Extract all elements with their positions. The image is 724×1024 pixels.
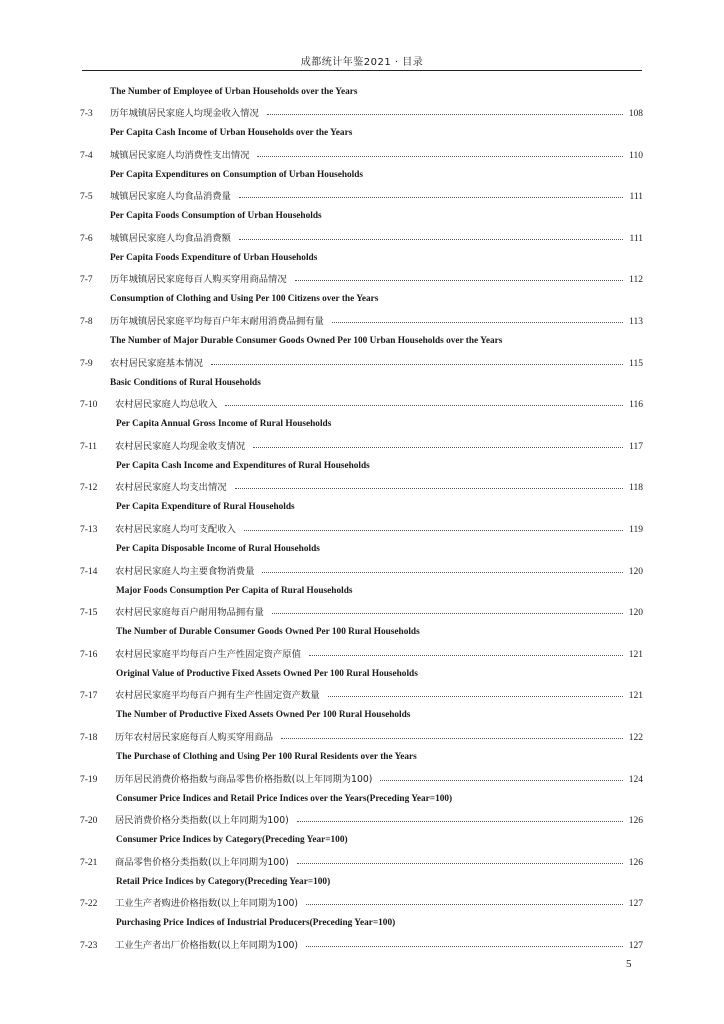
toc-entry-page: 127 bbox=[628, 899, 643, 910]
toc-entry[interactable] bbox=[80, 480, 643, 493]
dot-leader bbox=[281, 729, 623, 739]
toc-entry-number: 7-5 bbox=[80, 192, 93, 203]
dot-leader bbox=[239, 188, 624, 198]
toc-entry[interactable] bbox=[80, 272, 643, 285]
toc-entry-number: 7-19 bbox=[80, 774, 98, 785]
toc-entry-english-title: Major Foods Consumption Per Capita of Rural Households bbox=[116, 585, 353, 596]
toc-entry-page: 111 bbox=[629, 192, 643, 203]
toc-entry-page: 108 bbox=[628, 109, 643, 119]
toc-entry-number: 7-11 bbox=[80, 441, 98, 452]
toc-entry-number: 7-14 bbox=[80, 566, 98, 577]
toc-entry-page: 126 bbox=[628, 857, 643, 868]
toc-entry[interactable] bbox=[80, 314, 643, 327]
toc-entry-number: 7-20 bbox=[80, 816, 98, 827]
toc-entry[interactable] bbox=[80, 106, 643, 119]
dot-leader bbox=[267, 105, 623, 115]
toc-entry[interactable] bbox=[80, 772, 643, 785]
dot-leader bbox=[297, 854, 623, 864]
toc-entry-chinese-title: 农村居民家庭平均每百户生产性固定资产原值 bbox=[115, 648, 301, 660]
toc-entry-page: 121 bbox=[628, 649, 643, 660]
toc-entry[interactable] bbox=[80, 647, 643, 660]
toc-entry-english-title: The Number of Major Durable Consumer Goods Owned Per 100 Urban Households over the Years bbox=[110, 336, 503, 346]
toc-entry-number: 7-3 bbox=[80, 109, 93, 119]
toc-entry-number: 7-23 bbox=[80, 941, 98, 951]
toc-entry[interactable] bbox=[80, 896, 643, 909]
toc-entry-page: 120 bbox=[628, 608, 643, 619]
toc-entry-number: 7-9 bbox=[80, 358, 93, 369]
dot-leader bbox=[380, 771, 622, 781]
toc-entry-chinese-title: 历年城镇居民家庭人均现金收入情况 bbox=[110, 108, 259, 119]
toc-entry-english-title: Per Capita Cash Income of Urban Households over the Years bbox=[110, 128, 353, 138]
toc-entry-chinese-title: 历年城镇居民家庭平均每百户年末耐用消费品拥有量 bbox=[110, 316, 324, 327]
dot-leader bbox=[225, 396, 623, 406]
toc-entry-chinese-title: 农村居民家庭基本情况 bbox=[110, 357, 203, 369]
toc-entry-number: 7-18 bbox=[80, 733, 98, 743]
toc-entry-number: 7-4 bbox=[80, 150, 93, 161]
toc-entry-english-title: Per Capita Foods Expenditure of Urban Households bbox=[110, 252, 318, 263]
toc-entry-english-title: Per Capita Foods Consumption of Urban Households bbox=[110, 211, 322, 222]
toc-entry-chinese-title: 历年农村居民家庭每百人购买穿用商品 bbox=[115, 732, 274, 743]
dot-leader bbox=[239, 230, 624, 240]
toc-entry-page: 110 bbox=[629, 150, 643, 161]
toc-entry[interactable] bbox=[80, 148, 643, 161]
toc-entry-chinese-title: 农村居民家庭人均可支配收入 bbox=[115, 524, 236, 535]
toc-entry[interactable] bbox=[80, 356, 643, 369]
toc-entry-page: 115 bbox=[629, 358, 643, 369]
dot-leader bbox=[272, 604, 623, 614]
toc-entry-chinese-title: 农村居民家庭每百户耐用物品拥有量 bbox=[115, 607, 264, 619]
dot-leader bbox=[306, 937, 623, 947]
toc-entry-number: 7-15 bbox=[80, 608, 98, 619]
toc-entry-english-title: Consumer Price Indices by Category(Preceding Year=100) bbox=[116, 835, 348, 846]
dot-leader bbox=[211, 355, 623, 365]
dot-leader bbox=[262, 563, 622, 573]
toc-entry-chinese-title: 农村居民家庭人均主要食物消费量 bbox=[115, 565, 255, 577]
toc-entry-page: 126 bbox=[628, 816, 643, 827]
toc-entry-english-title: Per Capita Cash Income and Expenditures of Rural Households bbox=[116, 460, 370, 471]
toc-english-title: The Number of Employee of Urban Households over the Years bbox=[110, 87, 358, 97]
page-number: 5 bbox=[626, 958, 632, 970]
dot-leader bbox=[295, 271, 623, 281]
toc-entry-english-title: Per Capita Disposable Income of Rural Households bbox=[116, 544, 320, 554]
toc-entry-chinese-title: 居民消费价格分类指数(以上年同期为100) bbox=[115, 815, 289, 827]
header-rule bbox=[82, 70, 642, 71]
dot-leader bbox=[244, 521, 623, 531]
dot-leader bbox=[297, 812, 623, 822]
toc-entry-page: 127 bbox=[628, 941, 643, 951]
toc-entry[interactable] bbox=[80, 564, 643, 577]
toc-entry[interactable] bbox=[80, 855, 643, 868]
toc-entry-page: 112 bbox=[629, 275, 643, 286]
toc-entry-page: 117 bbox=[629, 441, 643, 452]
toc-entry-english-title: The Number of Durable Consumer Goods Owned Per 100 Rural Households bbox=[116, 627, 420, 638]
dot-leader bbox=[253, 438, 623, 448]
toc-entry-page: 119 bbox=[629, 525, 643, 535]
toc-entry-page: 122 bbox=[628, 733, 643, 743]
toc-entry-english-title: Basic Conditions of Rural Households bbox=[110, 377, 261, 388]
toc-entry[interactable] bbox=[80, 938, 643, 951]
toc-entry-number: 7-13 bbox=[80, 525, 98, 535]
toc-entry[interactable] bbox=[80, 231, 643, 244]
toc-entry-chinese-title: 工业生产者购进价格指数(以上年同期为100) bbox=[115, 898, 299, 910]
dot-leader bbox=[332, 313, 623, 323]
toc-entry-number: 7-6 bbox=[80, 233, 93, 244]
dot-leader bbox=[235, 479, 624, 489]
toc-entry-chinese-title: 历年城镇居民家庭每百人购买穿用商品情况 bbox=[110, 274, 287, 286]
toc-entry-number: 7-10 bbox=[80, 400, 98, 411]
toc-entry-chinese-title: 农村居民家庭人均总收入 bbox=[115, 399, 218, 411]
toc-entry-chinese-title: 农村居民家庭人均支出情况 bbox=[115, 482, 227, 494]
toc-entry-number: 7-8 bbox=[80, 317, 93, 327]
toc-entry-number: 7-17 bbox=[80, 691, 98, 702]
toc-entry-page: 116 bbox=[629, 400, 643, 411]
dot-leader bbox=[306, 895, 623, 905]
dot-leader bbox=[309, 646, 623, 656]
toc-entry-english-title: Per Capita Expenditure of Rural Households bbox=[116, 502, 295, 513]
toc-entry-chinese-title: 农村居民家庭人均现金收支情况 bbox=[115, 440, 246, 452]
toc-entry-english-title: The Number of Productive Fixed Assets Owned Per 100 Rural Households bbox=[116, 710, 411, 721]
dot-leader bbox=[328, 687, 623, 697]
toc-entry-chinese-title: 城镇居民家庭人均消费性支出情况 bbox=[110, 149, 250, 161]
toc-entry-english-title: Consumption of Clothing and Using Per 100 Citizens over the Years bbox=[110, 294, 379, 305]
toc-entry-chinese-title: 工业生产者出厂价格指数(以上年同期为100) bbox=[115, 940, 299, 951]
toc-entry-chinese-title: 城镇居民家庭人均食品消费额 bbox=[110, 232, 231, 244]
toc-entry[interactable] bbox=[80, 397, 643, 410]
toc-entry-page: 113 bbox=[629, 317, 643, 327]
toc-entry-english-title: Per Capita Annual Gross Income of Rural Households bbox=[116, 419, 332, 430]
toc-entry-english-title: Purchasing Price Indices of Industrial Producers(Preceding Year=100) bbox=[116, 918, 396, 929]
toc-entry-page: 118 bbox=[629, 483, 643, 494]
toc-entry-page: 121 bbox=[628, 691, 643, 702]
toc-entry-page: 120 bbox=[628, 566, 643, 577]
page-header: 成都统计年鉴2021 · 目录 bbox=[300, 57, 424, 68]
toc-entry[interactable] bbox=[80, 730, 643, 743]
toc-entry-chinese-title: 城镇居民家庭人均食品消费量 bbox=[110, 191, 231, 203]
toc-entry-chinese-title: 商品零售价格分类指数(以上年同期为100) bbox=[115, 856, 289, 868]
toc-entry-english-title: Consumer Price Indices and Retail Price Indices over the Years(Preceding Year=100) bbox=[116, 793, 453, 804]
toc-entry-number: 7-21 bbox=[80, 857, 98, 868]
toc-entry[interactable] bbox=[80, 439, 643, 452]
dot-leader bbox=[257, 147, 623, 157]
toc-entry[interactable] bbox=[80, 605, 643, 618]
toc-entry[interactable] bbox=[80, 688, 643, 701]
toc-entry-english-title: Per Capita Expenditures on Consumption of Urban Households bbox=[110, 169, 364, 180]
toc-entry-english-title: Retail Price Indices by Category(Preceding Year=100) bbox=[116, 876, 331, 887]
toc-entry-english-title: The Purchase of Clothing and Using Per 100 Rural Residents over the Years bbox=[116, 752, 417, 762]
toc-entry-chinese-title: 农村居民家庭平均每百户拥有生产性固定资产数量 bbox=[115, 690, 320, 702]
toc-entry-number: 7-16 bbox=[80, 649, 98, 660]
toc-entry-english-title: Original Value of Productive Fixed Assets Owned Per 100 Rural Households bbox=[116, 668, 418, 679]
toc-entry-page: 124 bbox=[628, 774, 643, 785]
toc-entry-number: 7-12 bbox=[80, 483, 98, 494]
toc-entry-chinese-title: 历年居民消费价格指数与商品零售价格指数(以上年同期为100) bbox=[115, 773, 373, 785]
toc-entry-number: 7-22 bbox=[80, 899, 98, 910]
toc-entry[interactable] bbox=[80, 522, 643, 535]
toc-entry[interactable] bbox=[80, 813, 643, 826]
toc-entry-page: 111 bbox=[629, 233, 643, 244]
toc-entry-number: 7-7 bbox=[80, 275, 93, 286]
toc-entry[interactable] bbox=[80, 189, 643, 202]
